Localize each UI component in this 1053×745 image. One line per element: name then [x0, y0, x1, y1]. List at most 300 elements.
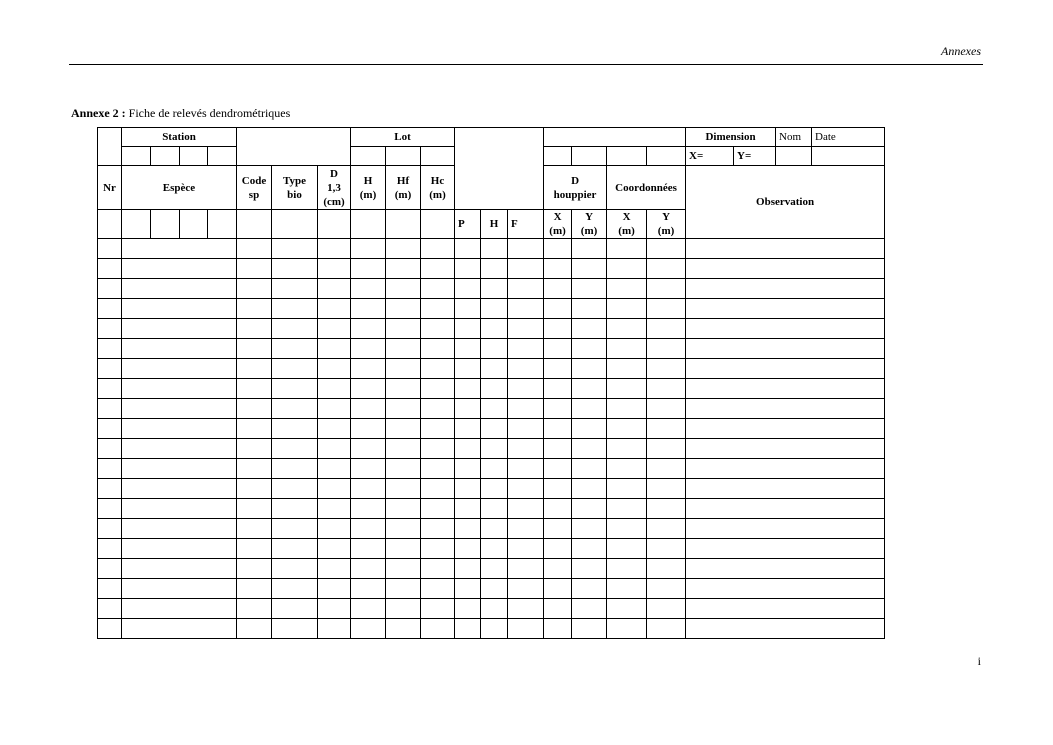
- table-cell: [481, 359, 508, 379]
- table-cell: [607, 499, 647, 519]
- table-cell: [122, 259, 237, 279]
- table-cell: [98, 279, 122, 299]
- table-cell: [421, 579, 455, 599]
- table-cell: [544, 279, 572, 299]
- cell-blank: [237, 128, 351, 166]
- table-cell: [544, 539, 572, 559]
- table-cell: [272, 279, 318, 299]
- table-cell: [272, 419, 318, 439]
- table-cell: [607, 339, 647, 359]
- table-cell: [351, 239, 386, 259]
- table-cell: [455, 419, 481, 439]
- table-cell: [607, 619, 647, 639]
- table-cell: [572, 519, 607, 539]
- table-cell: [272, 339, 318, 359]
- table-cell: [98, 399, 122, 419]
- table-cell: [237, 319, 272, 339]
- table-cell: [122, 599, 237, 619]
- table-cell: [122, 379, 237, 399]
- hc-header: Hc (m): [421, 166, 455, 210]
- y-equals-label: Y=: [734, 147, 776, 166]
- table-cell: [455, 319, 481, 339]
- table-cell: [607, 359, 647, 379]
- table-cell: [607, 419, 647, 439]
- table-row: [98, 599, 885, 619]
- table-cell: [481, 439, 508, 459]
- table-cell: [318, 519, 351, 539]
- table-cell: [386, 319, 421, 339]
- table-cell: [237, 279, 272, 299]
- table-cell: [318, 359, 351, 379]
- table-cell: [455, 459, 481, 479]
- table-cell: [237, 399, 272, 419]
- table-cell: [647, 299, 686, 319]
- table-cell: [572, 559, 607, 579]
- table-cell: [237, 479, 272, 499]
- table-cell: [607, 519, 647, 539]
- table-cell: [122, 399, 237, 419]
- cell-blank: [544, 128, 686, 147]
- table-cell: [544, 379, 572, 399]
- table-cell: [508, 319, 544, 339]
- table-cell: [272, 399, 318, 419]
- table-cell: [351, 619, 386, 639]
- table-cell: [455, 359, 481, 379]
- table-cell: [455, 239, 481, 259]
- annex-title: [71, 106, 290, 121]
- table-cell: [272, 439, 318, 459]
- table-cell: [508, 559, 544, 579]
- table-cell: [481, 499, 508, 519]
- table-cell: [647, 259, 686, 279]
- table-cell: [351, 359, 386, 379]
- table-cell: [386, 439, 421, 459]
- table-cell: [647, 399, 686, 419]
- table-cell: [421, 299, 455, 319]
- table-cell: [508, 599, 544, 619]
- table-cell: [686, 499, 885, 519]
- table-cell: [686, 619, 885, 639]
- hf-header: Hf (m): [386, 166, 421, 210]
- table-cell: [98, 359, 122, 379]
- table-cell: [237, 419, 272, 439]
- table-cell: [508, 259, 544, 279]
- table-cell: [647, 239, 686, 259]
- d-houppier-header: D houppier: [544, 166, 607, 210]
- table-row: [98, 479, 885, 499]
- table-cell: [421, 519, 455, 539]
- coordonnees-header: Coordonnées: [607, 166, 686, 210]
- table-cell: [481, 519, 508, 539]
- table-cell: [237, 499, 272, 519]
- table-cell: [572, 599, 607, 619]
- observation-header: Observation: [686, 166, 885, 239]
- p-header: P: [455, 210, 481, 239]
- table-cell: [481, 379, 508, 399]
- table-cell: [455, 439, 481, 459]
- table-cell: [508, 519, 544, 539]
- table-cell: [318, 259, 351, 279]
- table-row: [98, 579, 885, 599]
- table-cell: [508, 439, 544, 459]
- table-cell: [98, 499, 122, 519]
- table-cell: [508, 299, 544, 319]
- table-cell: [508, 239, 544, 259]
- station-header: Station: [122, 128, 237, 147]
- table-cell: [421, 379, 455, 399]
- table-row: [98, 379, 885, 399]
- table-cell: [647, 519, 686, 539]
- table-cell: [351, 539, 386, 559]
- table-cell: [272, 459, 318, 479]
- table-cell: [572, 619, 607, 639]
- table-cell: [318, 499, 351, 519]
- table-cell: [318, 559, 351, 579]
- table-cell: [508, 459, 544, 479]
- table-cell: [455, 379, 481, 399]
- espece-header: Espèce: [122, 166, 237, 210]
- table-cell: [386, 339, 421, 359]
- table-cell: [455, 299, 481, 319]
- table-row: [98, 439, 885, 459]
- lot-header: Lot: [351, 128, 455, 147]
- table-cell: [686, 539, 885, 559]
- table-cell: [508, 399, 544, 419]
- table-row: [98, 319, 885, 339]
- cell-blank: [455, 128, 544, 210]
- table-cell: [481, 539, 508, 559]
- table-cell: [318, 459, 351, 479]
- table-cell: [686, 259, 885, 279]
- table-cell: [544, 319, 572, 339]
- table-cell: [481, 319, 508, 339]
- nom-header: Nom: [776, 128, 812, 147]
- table-cell: [122, 499, 237, 519]
- table-cell: [272, 499, 318, 519]
- table-cell: [421, 499, 455, 519]
- date-header: Date: [812, 128, 885, 147]
- table-cell: [272, 319, 318, 339]
- table-cell: [647, 499, 686, 519]
- table-cell: [122, 339, 237, 359]
- table-cell: [572, 279, 607, 299]
- table-cell: [272, 539, 318, 559]
- table-cell: [351, 419, 386, 439]
- table-cell: [237, 299, 272, 319]
- table-cell: [98, 619, 122, 639]
- table-cell: [572, 419, 607, 439]
- table-cell: [481, 239, 508, 259]
- cell-blank: [98, 128, 122, 166]
- table-cell: [272, 239, 318, 259]
- table-cell: [98, 599, 122, 619]
- h-header: H (m): [351, 166, 386, 210]
- table-cell: [544, 519, 572, 539]
- f-header: F: [508, 210, 544, 239]
- table-cell: [351, 379, 386, 399]
- table-cell: [455, 479, 481, 499]
- table-cell: [386, 459, 421, 479]
- d13-header: D 1,3 (cm): [318, 166, 351, 210]
- table-cell: [318, 279, 351, 299]
- table-cell: [237, 339, 272, 359]
- table-cell: [572, 459, 607, 479]
- table-cell: [351, 499, 386, 519]
- table-cell: [272, 619, 318, 639]
- table-cell: [544, 339, 572, 359]
- table-cell: [351, 339, 386, 359]
- coord-x-header: X (m): [607, 210, 647, 239]
- table-cell: [386, 479, 421, 499]
- table-cell: [607, 479, 647, 499]
- table-cell: [607, 559, 647, 579]
- table-cell: [237, 359, 272, 379]
- table-cell: [386, 359, 421, 379]
- table-cell: [237, 599, 272, 619]
- table-cell: [508, 279, 544, 299]
- table-cell: [386, 579, 421, 599]
- table-cell: [607, 279, 647, 299]
- table-cell: [572, 339, 607, 359]
- table-cell: [572, 299, 607, 319]
- table-cell: [421, 479, 455, 499]
- table-cell: [607, 579, 647, 599]
- table-row: [98, 539, 885, 559]
- table-cell: [508, 379, 544, 399]
- table-row: [98, 239, 885, 259]
- crown-y-header: Y (m): [572, 210, 607, 239]
- form-row-1: [98, 128, 885, 147]
- x-equals-label: X=: [686, 147, 734, 166]
- table-cell: [455, 579, 481, 599]
- table-cell: [122, 579, 237, 599]
- table-cell: [122, 419, 237, 439]
- table-cell: [272, 519, 318, 539]
- table-cell: [421, 239, 455, 259]
- table-cell: [686, 379, 885, 399]
- table-cell: [351, 299, 386, 319]
- table-cell: [122, 439, 237, 459]
- table-cell: [122, 479, 237, 499]
- table-cell: [98, 559, 122, 579]
- table-cell: [455, 519, 481, 539]
- table-row: [98, 259, 885, 279]
- table-cell: [272, 379, 318, 399]
- table-cell: [686, 459, 885, 479]
- table-cell: [607, 299, 647, 319]
- table-cell: [647, 419, 686, 439]
- table-cell: [544, 459, 572, 479]
- table-cell: [318, 599, 351, 619]
- table-cell: [544, 479, 572, 499]
- table-cell: [237, 239, 272, 259]
- table-cell: [351, 579, 386, 599]
- table-cell: [544, 619, 572, 639]
- table-cell: [122, 239, 237, 259]
- table-cell: [237, 579, 272, 599]
- table-row: [98, 519, 885, 539]
- table-cell: [122, 279, 237, 299]
- table-row: [98, 619, 885, 639]
- table-row: [98, 359, 885, 379]
- table-cell: [686, 439, 885, 459]
- table-cell: [607, 399, 647, 419]
- table-cell: [572, 499, 607, 519]
- page-number: i: [977, 654, 981, 668]
- table-cell: [122, 359, 237, 379]
- table-cell: [98, 299, 122, 319]
- table-cell: [272, 479, 318, 499]
- table-cell: [386, 279, 421, 299]
- table-cell: [421, 539, 455, 559]
- table-cell: [508, 499, 544, 519]
- table-cell: [237, 559, 272, 579]
- table-cell: [607, 319, 647, 339]
- table-cell: [318, 299, 351, 319]
- table-cell: [421, 439, 455, 459]
- data-rows: [98, 239, 885, 639]
- table-cell: [607, 459, 647, 479]
- table-cell: [647, 479, 686, 499]
- annex-label: Annexe 2 :: [71, 106, 126, 120]
- table-cell: [647, 279, 686, 299]
- table-cell: [98, 339, 122, 359]
- running-header: Annexes: [941, 44, 981, 58]
- table-cell: [98, 439, 122, 459]
- table-cell: [98, 239, 122, 259]
- table-cell: [607, 239, 647, 259]
- table-cell: [647, 319, 686, 339]
- table-cell: [686, 559, 885, 579]
- table-cell: [481, 279, 508, 299]
- table-cell: [544, 439, 572, 459]
- table-cell: [607, 259, 647, 279]
- table-cell: [237, 379, 272, 399]
- table-cell: [318, 619, 351, 639]
- table-cell: [318, 379, 351, 399]
- table-cell: [272, 579, 318, 599]
- crown-x-header: X (m): [544, 210, 572, 239]
- table-cell: [122, 519, 237, 539]
- table-cell: [386, 399, 421, 419]
- table-cell: [544, 299, 572, 319]
- table-cell: [572, 579, 607, 599]
- table-cell: [122, 559, 237, 579]
- table-cell: [686, 519, 885, 539]
- table-cell: [421, 399, 455, 419]
- table-cell: [237, 519, 272, 539]
- table-cell: [237, 459, 272, 479]
- table-row: [98, 399, 885, 419]
- table-cell: [508, 539, 544, 559]
- table-cell: [237, 259, 272, 279]
- table-cell: [455, 499, 481, 519]
- table-cell: [351, 519, 386, 539]
- table-cell: [421, 319, 455, 339]
- type-bio-header: Type bio: [272, 166, 318, 210]
- table-cell: [481, 599, 508, 619]
- table-cell: [572, 399, 607, 419]
- table-cell: [237, 439, 272, 459]
- table-cell: [686, 599, 885, 619]
- table-cell: [455, 599, 481, 619]
- table-cell: [572, 439, 607, 459]
- table-cell: [647, 339, 686, 359]
- table-row: [98, 419, 885, 439]
- table-cell: [122, 619, 237, 639]
- table-cell: [508, 419, 544, 439]
- table-cell: [481, 559, 508, 579]
- table-cell: [351, 399, 386, 419]
- table-cell: [122, 539, 237, 559]
- table-row: [98, 499, 885, 519]
- table-cell: [572, 359, 607, 379]
- table-cell: [481, 299, 508, 319]
- table-cell: [686, 239, 885, 259]
- table-cell: [481, 399, 508, 419]
- table-cell: [544, 419, 572, 439]
- table-cell: [386, 599, 421, 619]
- table-cell: [686, 299, 885, 319]
- table-cell: [122, 319, 237, 339]
- table-cell: [544, 359, 572, 379]
- code-sp-header: Code sp: [237, 166, 272, 210]
- table-cell: [481, 619, 508, 639]
- table-cell: [318, 339, 351, 359]
- table-cell: [544, 499, 572, 519]
- table-cell: [98, 379, 122, 399]
- table-cell: [544, 239, 572, 259]
- table-cell: [607, 599, 647, 619]
- table-cell: [386, 259, 421, 279]
- table-cell: [544, 579, 572, 599]
- table-cell: [318, 239, 351, 259]
- table-cell: [386, 379, 421, 399]
- table-cell: [607, 539, 647, 559]
- dendrometric-form-table: [97, 127, 885, 639]
- table-cell: [318, 579, 351, 599]
- table-cell: [544, 259, 572, 279]
- table-cell: [386, 239, 421, 259]
- table-cell: [455, 539, 481, 559]
- table-cell: [607, 379, 647, 399]
- table-cell: [544, 559, 572, 579]
- table-row: [98, 279, 885, 299]
- table-row: [98, 299, 885, 319]
- header-rule: [69, 64, 983, 65]
- table-cell: [98, 479, 122, 499]
- table-cell: [481, 579, 508, 599]
- table-cell: [686, 479, 885, 499]
- table-cell: [455, 279, 481, 299]
- table-cell: [351, 479, 386, 499]
- table-cell: [455, 259, 481, 279]
- table-cell: [508, 479, 544, 499]
- table-cell: [318, 399, 351, 419]
- table-cell: [421, 459, 455, 479]
- table-cell: [272, 559, 318, 579]
- table-cell: [572, 539, 607, 559]
- table-cell: [98, 259, 122, 279]
- table-cell: [647, 379, 686, 399]
- table-cell: [351, 459, 386, 479]
- table-cell: [647, 599, 686, 619]
- table-cell: [98, 419, 122, 439]
- table-cell: [351, 599, 386, 619]
- table-cell: [572, 379, 607, 399]
- table-cell: [98, 579, 122, 599]
- table-cell: [572, 319, 607, 339]
